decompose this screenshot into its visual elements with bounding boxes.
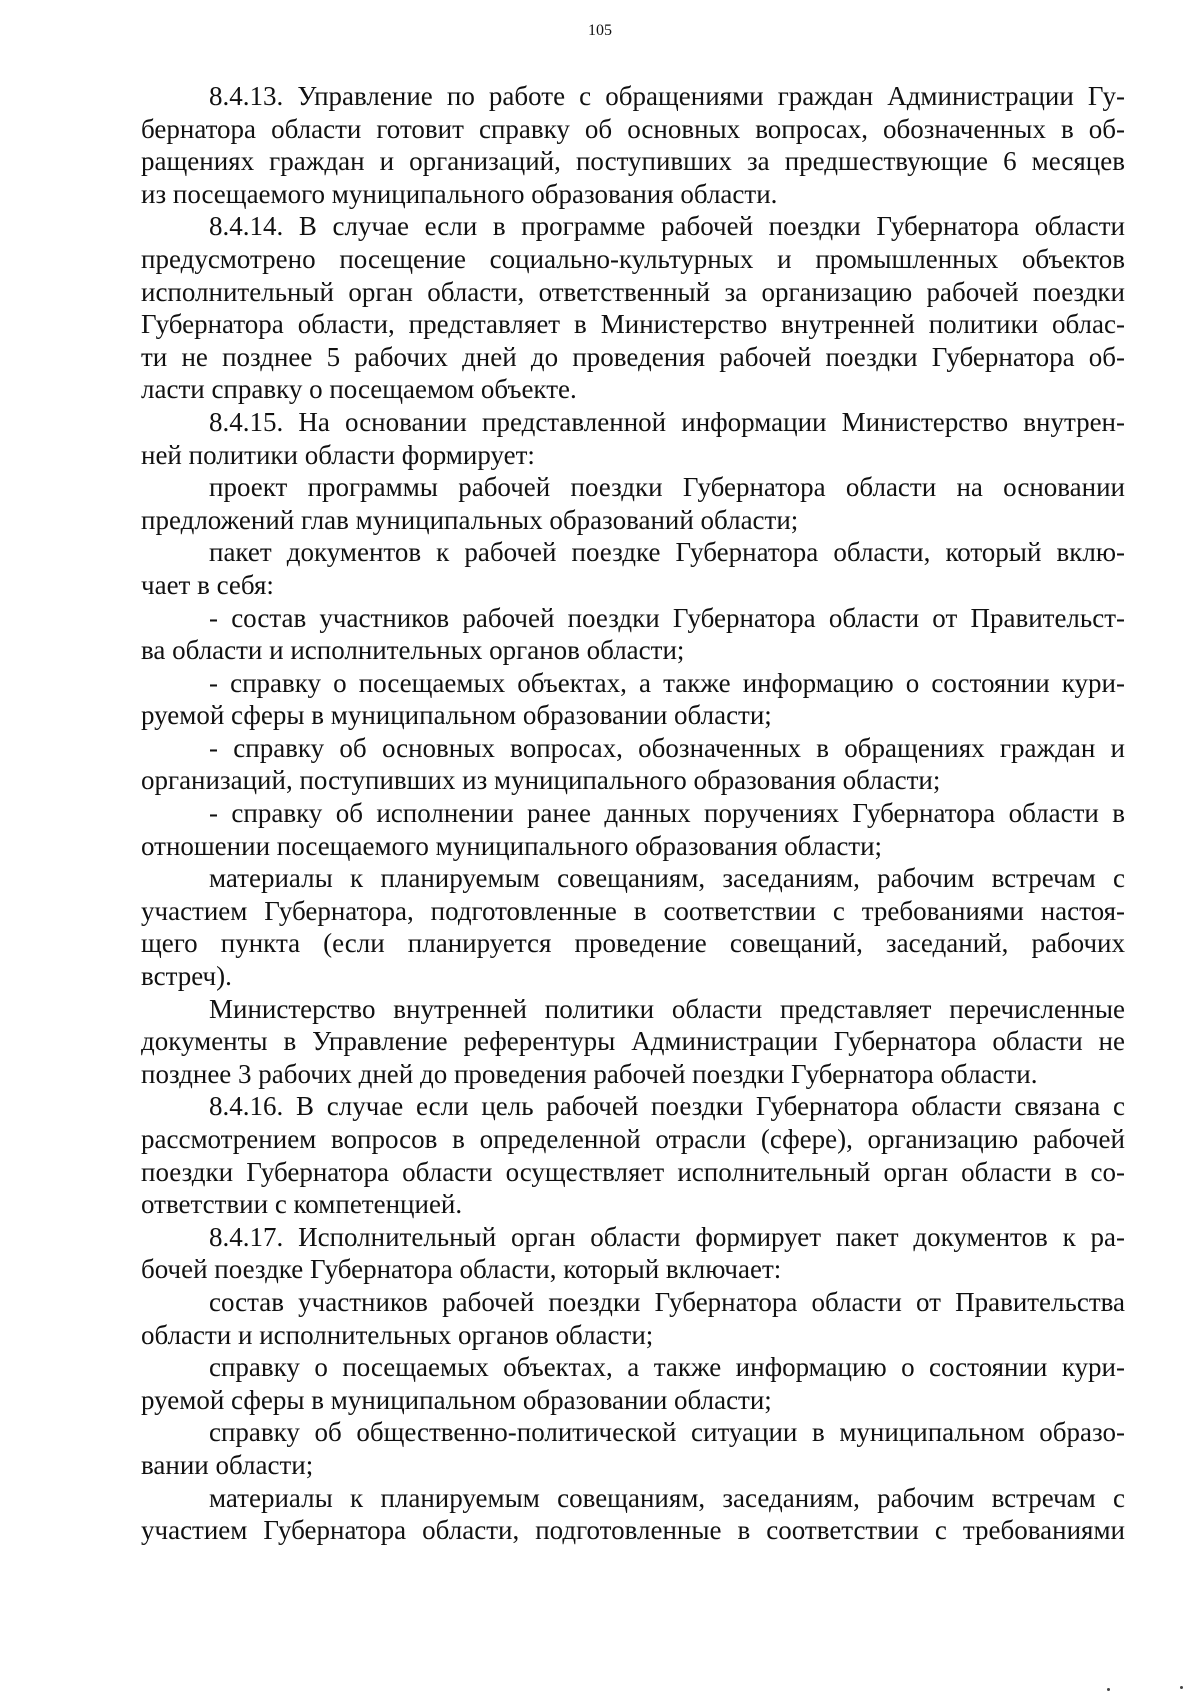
text-line: 8.4.14. В случае если в программе рабочей поездки Губернатора области <box>209 211 1125 242</box>
text-line: бочей поездке Губернатора области, который включает: <box>141 1254 782 1285</box>
text-line: области и исполнительных органов области; <box>141 1319 654 1350</box>
paragraph <box>141 1416 1125 1481</box>
text-line: пакет документов к рабочей поездке Губернатора области, который вклю- <box>209 537 1125 568</box>
scan-artifact <box>1180 1686 1183 1689</box>
text-line: организаций, поступивших из муниципального образования области; <box>141 765 941 796</box>
text-line: - состав участников рабочей поездки Губернатора области от Правительст- <box>209 602 1125 633</box>
text-line: материалы к планируемым совещаниям, заседаниям, рабочим встречам с <box>209 863 1125 894</box>
text-line: справку об общественно-политической ситуации в муниципальном образо- <box>209 1417 1125 1448</box>
text-line: позднее 3 рабочих дней до проведения рабочей поездки Губернатора области. <box>141 1058 1038 1089</box>
text-line: ращениях граждан и организаций, поступивших за предшествующие 6 месяцев <box>141 146 1125 177</box>
text-line: справку о посещаемых объектах, а также информацию о состоянии кури- <box>209 1352 1125 1383</box>
text-line: щего пункта (если планируется проведение совещаний, заседаний, рабочих <box>141 928 1125 959</box>
paragraph <box>141 1482 1125 1547</box>
page-number: 105 <box>588 22 612 39</box>
paragraph <box>141 1090 1125 1220</box>
paragraph <box>141 862 1125 992</box>
paragraph <box>141 471 1125 536</box>
paragraph <box>141 536 1125 601</box>
text-line: вании области; <box>141 1449 314 1480</box>
text-line: поездки Губернатора области осуществляет исполнительный орган области в со- <box>141 1156 1125 1187</box>
text-line: ва области и исполнительных органов области; <box>141 635 685 666</box>
text-line: отношении посещаемого муниципального образования области; <box>141 830 883 861</box>
text-line: из посещаемого муниципального образования области. <box>141 178 778 209</box>
paragraph <box>141 1221 1125 1286</box>
text-line: участием Губернатора, подготовленные в соответствии с требованиями настоя- <box>141 895 1125 926</box>
text-line: исполнительный орган области, ответственный за организацию рабочей поездки <box>141 276 1125 307</box>
text-line: 8.4.16. В случае если цель рабочей поездки Губернатора области связана с <box>209 1091 1125 1122</box>
text-line: встреч). <box>141 961 232 992</box>
text-line: Министерство внутренней политики области представляет перечисленные <box>209 993 1125 1024</box>
paragraph <box>141 993 1125 1091</box>
paragraph <box>141 1351 1125 1416</box>
paragraph <box>141 667 1125 732</box>
paragraph <box>141 602 1125 667</box>
text-line: бернатора области готовит справку об основных вопросах, обозначенных в об- <box>141 113 1125 144</box>
text-line: 8.4.17. Исполнительный орган области формирует пакет документов к ра- <box>209 1221 1125 1252</box>
scan-artifact <box>1107 1688 1110 1691</box>
paragraph <box>141 1286 1125 1351</box>
paragraph <box>141 406 1125 471</box>
text-line: состав участников рабочей поездки Губернатора области от Правительства <box>209 1286 1125 1317</box>
text-line: - справку об исполнении ранее данных поручениях Губернатора области в <box>209 798 1125 829</box>
text-line: материалы к планируемым совещаниям, заседаниям, рабочим встречам с <box>209 1482 1125 1513</box>
paragraph <box>141 732 1125 797</box>
text-line: чает в себя: <box>141 569 274 600</box>
text-line: ответствии с компетенцией. <box>141 1189 463 1220</box>
text-line: проект программы рабочей поездки Губернатора области на основании <box>209 472 1125 503</box>
text-line: документы в Управление референтуры Администрации Губернатора области не <box>141 1026 1125 1057</box>
text-line: ласти справку о посещаемом объекте. <box>141 374 577 405</box>
text-line: - справку о посещаемых объектах, а также информацию о состоянии кури- <box>209 667 1125 698</box>
text-line: предложений глав муниципальных образований области; <box>141 504 799 535</box>
text-line: 8.4.13. Управление по работе с обращениями граждан Администрации Гу- <box>209 81 1125 111</box>
text-line: Губернатора области, представляет в Министерство внутренней политики облас- <box>141 309 1125 340</box>
text-line: - справку об основных вопросах, обозначенных в обращениях граждан и <box>209 732 1125 763</box>
paragraph <box>141 797 1125 862</box>
text-line: руемой сферы в муниципальном образовании области; <box>141 700 772 731</box>
text-line: ти не позднее 5 рабочих дней до проведения рабочей поездки Губернатора об- <box>141 341 1125 372</box>
paragraph <box>141 210 1125 406</box>
text-line: участием Губернатора области, подготовленные в соответствии с требованиями <box>141 1515 1125 1546</box>
text-line: рассмотрением вопросов в определенной отрасли (сфере), организацию рабочей <box>141 1124 1125 1154</box>
text-line: предусмотрено посещение социально-культурных и промышленных объектов <box>141 243 1125 274</box>
text-line: ней политики области формирует: <box>141 439 535 470</box>
text-line: руемой сферы в муниципальном образовании области; <box>141 1384 772 1415</box>
text-line: 8.4.15. На основании представленной информации Министерство внутрен- <box>209 406 1125 437</box>
paragraph <box>141 80 1125 210</box>
document-body <box>141 80 1125 1547</box>
